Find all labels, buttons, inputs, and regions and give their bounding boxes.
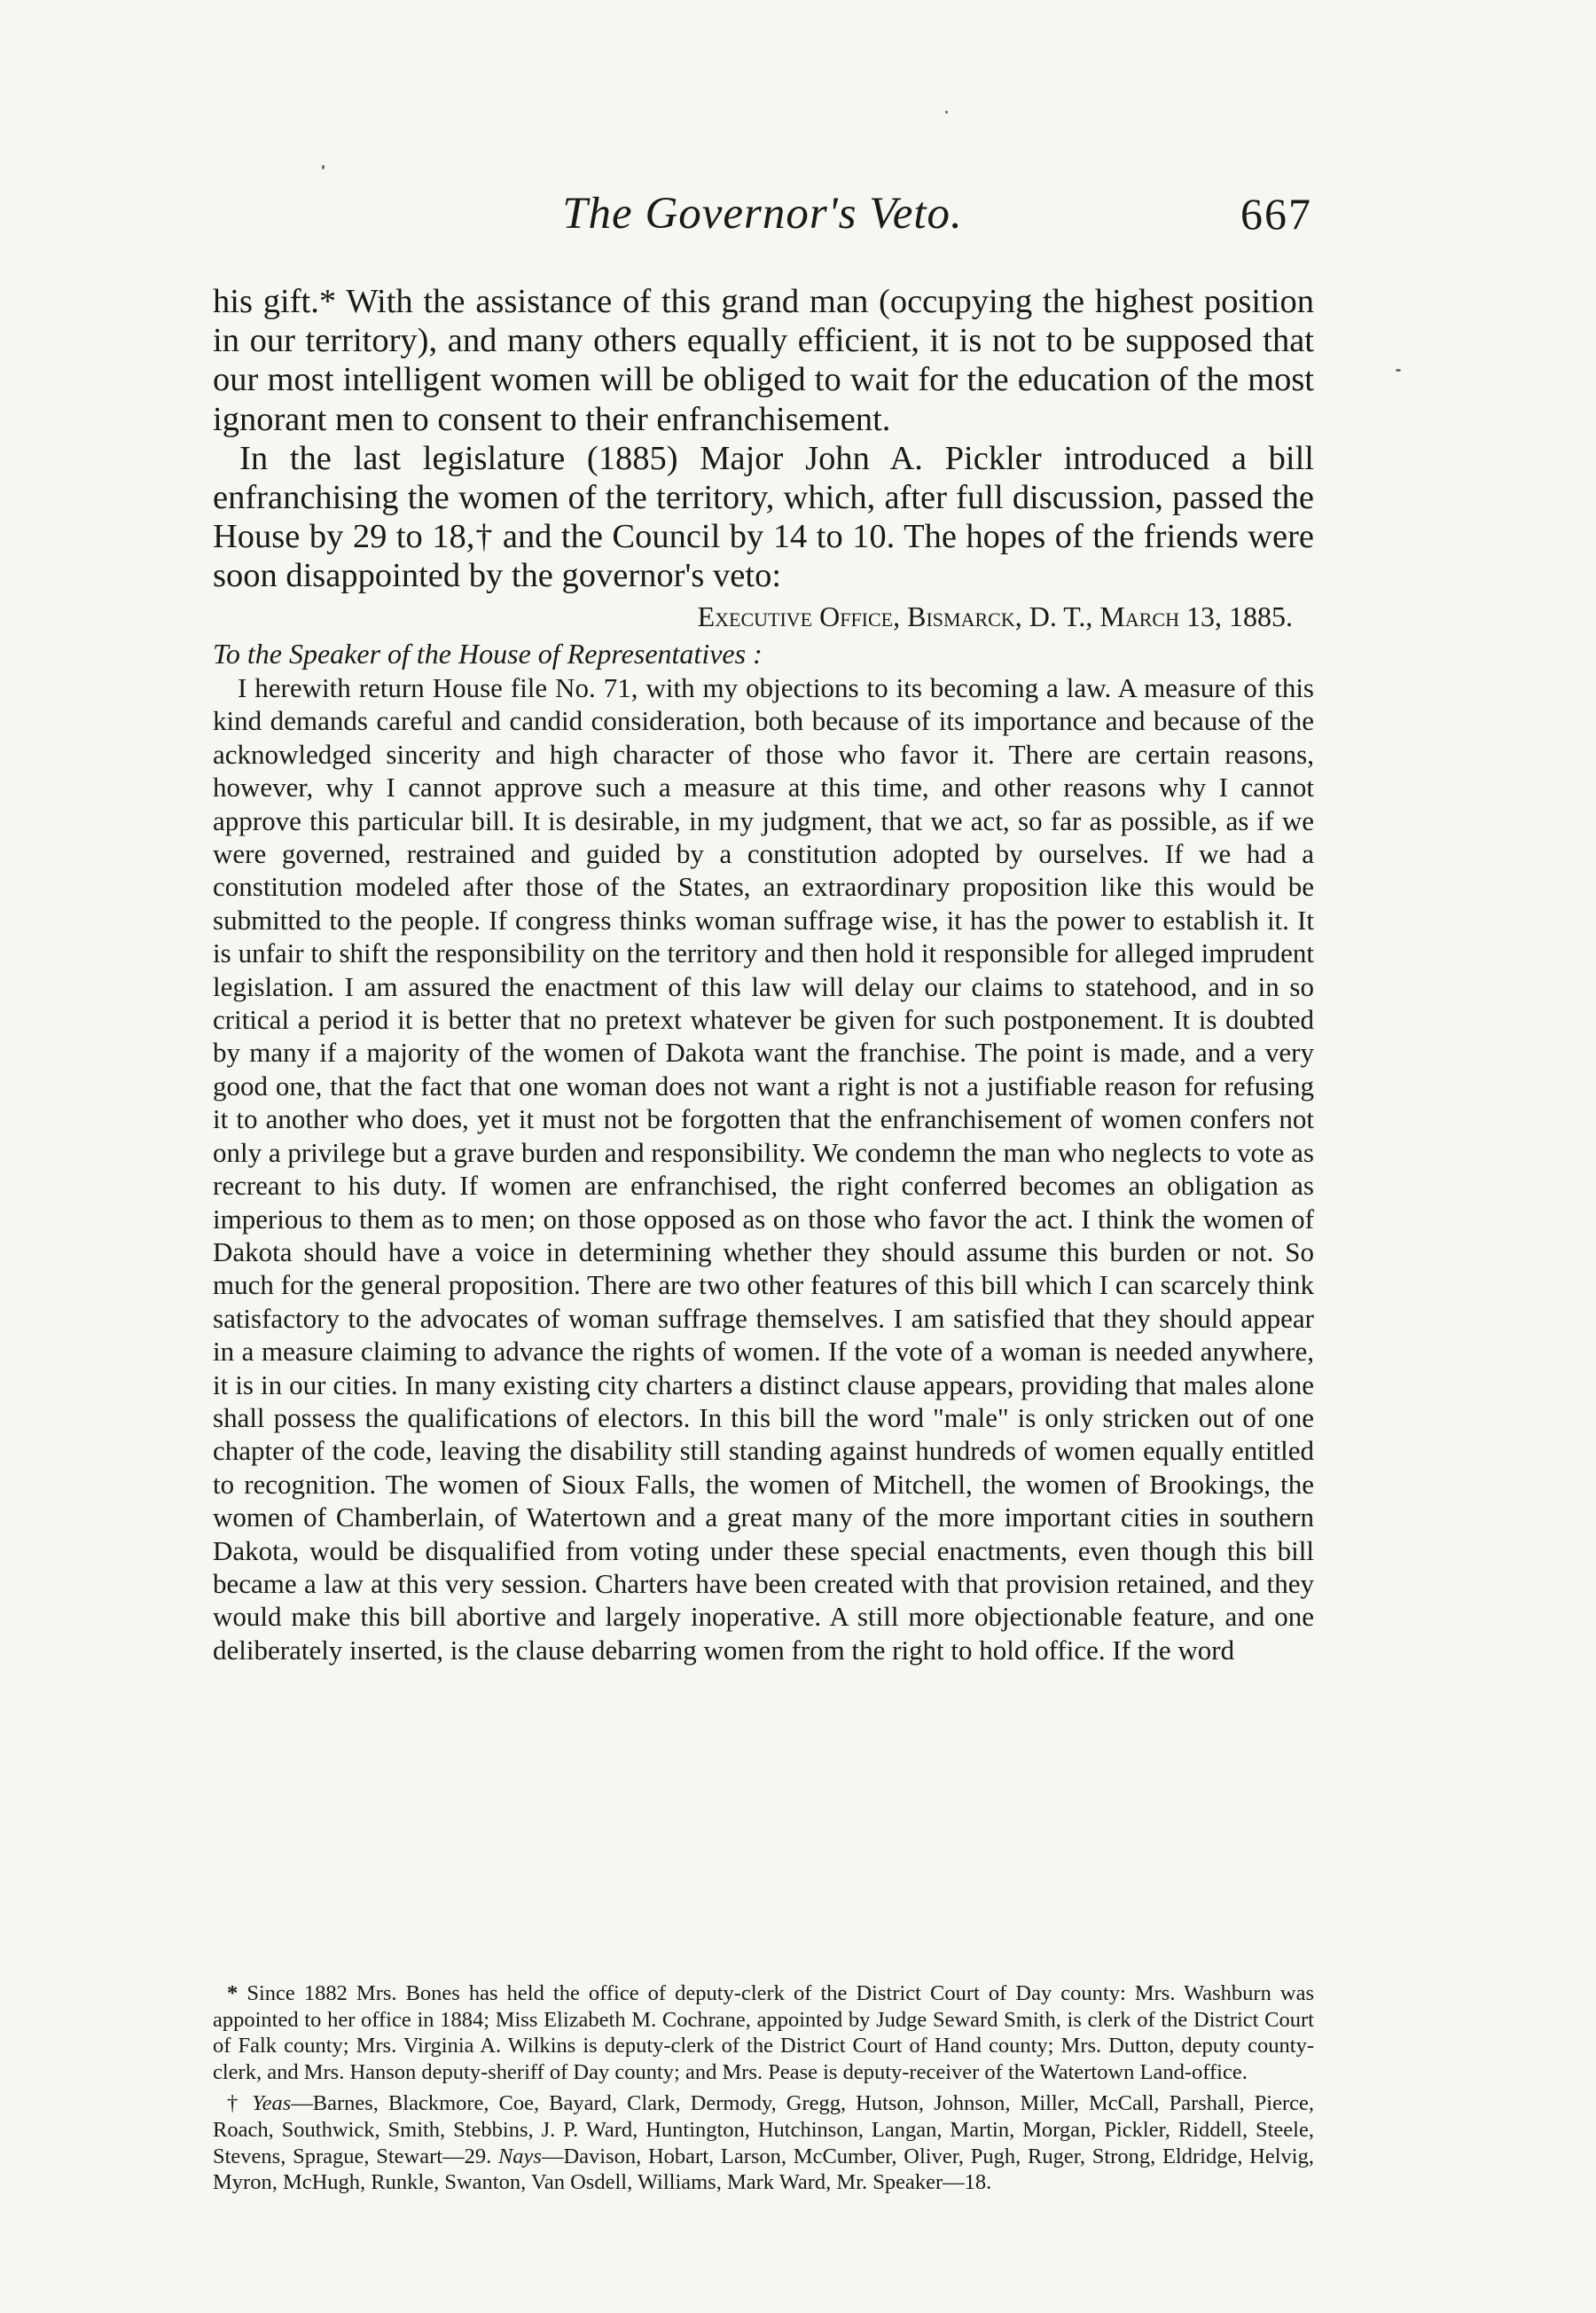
intro-paragraph-2: In the last legislature (1885) Major John A. Pickler introduced a bill enfranchising the women of the territory, which, after full discussion, passed the House by 29 to 18,† and the Council by 14 to 10. The hopes of the friends were soon disappointed by the governor's veto: bbox=[213, 439, 1314, 595]
page-header bbox=[213, 188, 1312, 250]
paper-speck bbox=[322, 165, 325, 169]
footnotes bbox=[213, 1980, 1314, 2201]
yeas-list: —Barnes, Blackmore, Coe, Bayard, Clark, Dermody, Gregg, Hutson, Johnson, Miller, McCall, Parshall, Pierce, Roach, Southwick, Smith, Stebbins, J. P. Ward, Huntington, Hutchinson, Langan, Martin, Morgan, Pickler, Riddell, Steele, Stevens, Sprague, Stewart—29. bbox=[213, 2091, 1315, 2168]
yeas-label: Yeas bbox=[252, 2091, 292, 2116]
veto-letter-body: I herewith return House file No. 71, with my objections to its becoming a law. A measure of this kind demands careful and candid consideration, both because of its importance and because of the acknowledged sincerity and high character of those who favor it. There are certain reasons, however, why I cannot approve such a measure at this time, and other reasons why I cannot approve this particular bill. It is desirable, in my judgment, that we act, so far as possible, as if we were governed, restrained and guided by a constitution adopted by ourselves. If we had a constitution modeled after those of the States, an extraordinary proposition like this would be submitted to the people. If congress thinks woman suffrage wise, it has the power to establish it. It is unfair to shift the responsibility on the territory and then hold it responsible for alleged imprudent legislation. I am assured the enactment of this law will delay our claims to statehood, and in so critical a period it is better that no pretext whatever be given for such postponement. It is doubted by many if a majority of the women of Dakota want the franchise. The point is made, and a very good one, that the fact that one woman does not want a right is not a justifiable reason for refusing it to another who does, yet it must not be forgotten that the enfranchisement of women confers not only a privilege but a grave burden and responsibility. We condemn the man who neglects to vote as recreant to his duty. If women are enfranchised, the right conferred becomes an obligation as imperious to them as to men; on those opposed as on those who favor the act. I think the women of Dakota should have a voice in determining whether they should assume this burden or not. So much for the general proposition. There are two other features of this bill which I can scarcely think satisfactory to the advocates of woman suffrage themselves. I am satisfied that they should appear in a measure claiming to advance the rights of women. If the vote of a woman is needed anywhere, it is in our cities. In many existing city charters a distinct clause appears, providing that males alone shall possess the qualifications of electors. In this bill the word "male" is only stricken out of one chapter of the code, leaving the disability still standing against hundreds of women equally entitled to recognition. The women of Sioux Falls, the women of Mitchell, the women of Brookings, the women of Chamberlain, of Watertown and a great many of the more important cities in southern Dakota, would be disqualified from voting under these special enactments, even though this bill became a law at this very session. Charters have been created with that provision retained, and they would make this bill abortive and largely inoperative. A still more objectionable feature, and one deliberately inserted, is the clause debarring women from the right to hold office. If the word bbox=[213, 672, 1314, 1666]
nays-list: —Davison, Hobart, Larson, McCumber, Oliver, Pugh, Ruger, Strong, Eldridge, Helvig, Myron, McHugh, Runkle, Swanton, Van Osdell, Williams, Mark Ward, Mr. Speaker—18. bbox=[213, 2144, 1314, 2195]
letter-salutation: To the Speaker of the House of Representatives : bbox=[213, 638, 763, 670]
intro-paragraph-1: his gift.* With the assistance of this grand man (occupying the highest position in our territory), and many others equally efficient, it is not to be supposed that our most intelligent women will be obliged to wait for the education of the most ignorant men to consent to their enfranchisement. bbox=[213, 283, 1314, 438]
footnote-dagger-mark: † bbox=[227, 2091, 243, 2116]
footnote-dagger bbox=[213, 2090, 1314, 2195]
paper-speck bbox=[945, 111, 948, 114]
paper-speck bbox=[1396, 369, 1401, 372]
intro-text bbox=[213, 282, 1314, 596]
footnote-star-mark: * bbox=[227, 1981, 239, 2005]
letter-dateline: Executive Office, Bismarck, D. T., March 13, 1885. bbox=[697, 600, 1293, 632]
veto-letter bbox=[213, 671, 1314, 1666]
running-title: The Governor's Veto. bbox=[562, 189, 963, 239]
footnote-star-text: Since 1882 Mrs. Bones has held the office of deputy-clerk of the District Court of Day county: Mrs. Washburn was appointed to her office in 1884; Miss Elizabeth M. Cochrane, appointed by Judge Seward Smith, is clerk of the District Court of Falk county; Mrs. Virginia A. Wilkins is deputy-clerk of the District Court of Hand county; Mrs. Dutton, deputy county-clerk, and Mrs. Hanson deputy-sheriff of Day county; and Mrs. Pease is deputy-receiver of the Watertown Land-office. bbox=[213, 1981, 1314, 2084]
page-number: 667 bbox=[1240, 189, 1312, 239]
nays-label: Nays bbox=[497, 2144, 542, 2168]
footnote-star bbox=[213, 1980, 1314, 2085]
